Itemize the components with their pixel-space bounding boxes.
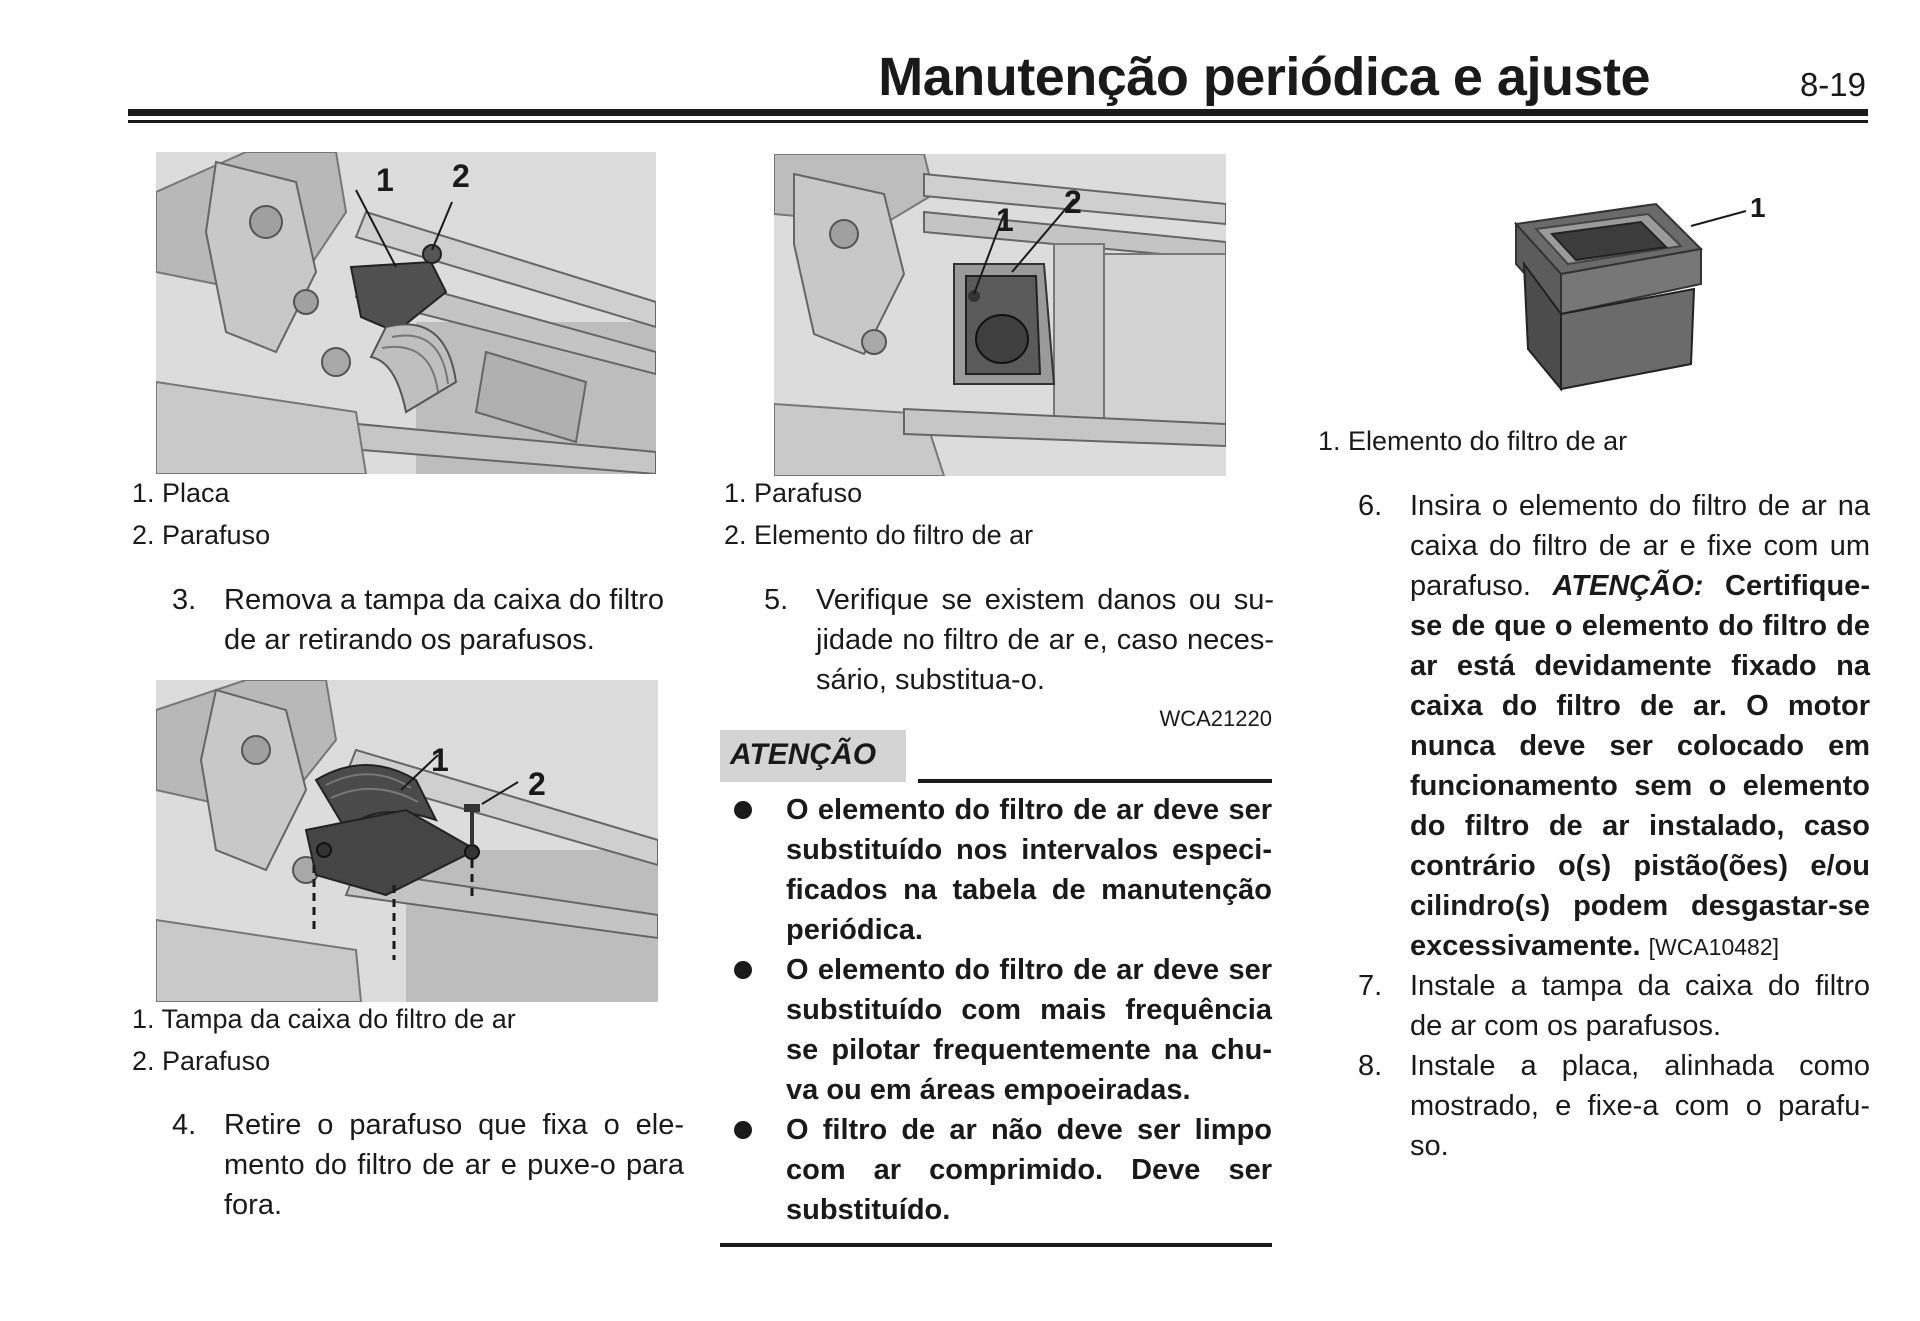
step-line: sário, substitua-o. [816, 664, 1045, 696]
step-line-bold: funcionamento sem o elemento [1410, 770, 1870, 802]
bullet-line: O elemento do filtro de ar deve ser [786, 954, 1272, 986]
warning-bottom-rule [720, 1243, 1272, 1247]
warning-heading-box [720, 730, 906, 782]
step-3 [172, 580, 684, 664]
callout-1: 1 [431, 742, 449, 778]
callout-2: 2 [528, 766, 546, 802]
figure-caption: 1. Placa [132, 478, 230, 508]
step-text-bold: Certifique- [1725, 570, 1870, 602]
step-line-bold: ar está devidamente fixado na [1410, 650, 1870, 682]
bullet-line: O filtro de ar não deve ser limpo [786, 1114, 1272, 1146]
step-line: Verifique se existem danos ou su- [816, 584, 1274, 616]
step-line: Retire o parafuso que fixa o ele- [224, 1109, 684, 1141]
bullet-dot [734, 1121, 752, 1139]
step-line-bold: cilindro(s) podem desgastar-se [1410, 890, 1870, 922]
figure-air-filter-element [1356, 154, 1786, 414]
step-6 [1358, 486, 1870, 966]
warning-ref-code: [WCA10482] [1648, 934, 1780, 960]
step-line: mostrado, e fixe-a com o parafu- [1410, 1090, 1870, 1122]
figure-bolt-element [774, 154, 1226, 476]
figure-plate-bolt [156, 152, 656, 474]
step-number: 4. [172, 1109, 197, 1141]
step-line-mixed [1410, 566, 1870, 606]
callout-2: 2 [1064, 184, 1082, 220]
step-number: 7. [1358, 970, 1383, 1002]
callout-2: 2 [452, 158, 470, 194]
bullet-line: substituído nos intervalos especi- [786, 834, 1272, 866]
callout-1: 1 [376, 162, 394, 198]
figure-caption: 1. Tampa da caixa do filtro de ar [132, 1004, 516, 1034]
step-line: Insira o elemento do filtro de ar na [1410, 490, 1870, 522]
warning-bullet [720, 1110, 1272, 1230]
bullet-line: substituído com mais frequência [786, 994, 1272, 1026]
figure-plate-bolt-illustration [156, 152, 656, 474]
step-line-bold: contrário o(s) pistão(ões) e/ou [1410, 850, 1870, 882]
header-rule-thin [128, 120, 1868, 123]
step-7 [1358, 966, 1870, 1050]
step-line: fora. [224, 1189, 283, 1221]
figure-airbox-cover [156, 680, 658, 1002]
step-text-bold: excessivamente. [1410, 930, 1641, 962]
step-5 [764, 580, 1274, 704]
bullet-dot [734, 801, 752, 819]
bullet-line: substituído. [786, 1194, 951, 1226]
bullet-dot [734, 961, 752, 979]
step-number: 6. [1358, 490, 1383, 522]
step-line: so. [1410, 1130, 1449, 1162]
step-line-bold: do filtro de ar instalado, caso [1410, 810, 1870, 842]
warning-bullet [720, 950, 1272, 1110]
step-8 [1358, 1046, 1870, 1170]
bullet-line: va ou em áreas empoeiradas. [786, 1074, 1191, 1106]
figure-caption: 2. Parafuso [132, 1046, 271, 1076]
bullet-line: ficados na tabela de manutenção [786, 874, 1272, 906]
header-rule-thick [128, 109, 1868, 116]
callout-1: 1 [996, 202, 1014, 238]
step-4 [172, 1105, 684, 1229]
warning-bullet [720, 790, 1272, 950]
figure-air-filter-element-illustration [1356, 154, 1786, 414]
attention-label: ATENÇÃO: [1552, 570, 1704, 602]
step-line: Instale a placa, alinhada como [1410, 1050, 1870, 1082]
step-line-bold: se de que o elemento do filtro de [1410, 610, 1870, 642]
step-line: caixa do filtro de ar e fixe com um [1410, 530, 1870, 562]
figure-caption: 2. Elemento do filtro de ar [724, 520, 1034, 550]
step-line: Remova a tampa da caixa do filtro [224, 584, 665, 616]
step-number: 5. [764, 584, 789, 616]
bullet-line: com ar comprimido. Deve ser [786, 1154, 1272, 1186]
page-number: 8-19 [1799, 66, 1866, 103]
figure-caption: 1. Elemento do filtro de ar [1318, 426, 1628, 456]
step-number: 3. [172, 584, 197, 616]
step-line: de ar com os parafusos. [1410, 1010, 1722, 1042]
warning-rule [918, 779, 1272, 783]
step-line: mento do filtro de ar e puxe-o para [224, 1149, 684, 1181]
step-line-mixed [1410, 926, 1870, 967]
figure-caption: 2. Parafuso [132, 520, 271, 550]
bullet-line: periódica. [786, 914, 923, 946]
step-number: 8. [1358, 1050, 1383, 1082]
figure-airbox-cover-illustration [156, 680, 658, 1002]
step-text: parafuso. [1410, 570, 1531, 602]
callout-1: 1 [1750, 192, 1766, 223]
step-line: Instale a tampa da caixa do filtro [1410, 970, 1870, 1002]
step-line: jidade no filtro de ar e, caso neces- [816, 624, 1274, 656]
warning-heading: ATENÇÃO [730, 738, 877, 771]
warning-code: WCA21220 [1159, 706, 1272, 731]
bullet-line: se pilotar frequentemente na chu- [786, 1034, 1272, 1066]
bullet-line: O elemento do filtro de ar deve ser [786, 794, 1272, 826]
step-line: de ar retirando os parafusos. [224, 624, 595, 656]
step-line-bold: caixa do filtro de ar. O motor [1410, 690, 1870, 722]
figure-caption: 1. Parafuso [724, 478, 863, 508]
step-line-bold: nunca deve ser colocado em [1410, 730, 1870, 762]
page-title: Manutenção periódica e ajuste [878, 47, 1650, 107]
